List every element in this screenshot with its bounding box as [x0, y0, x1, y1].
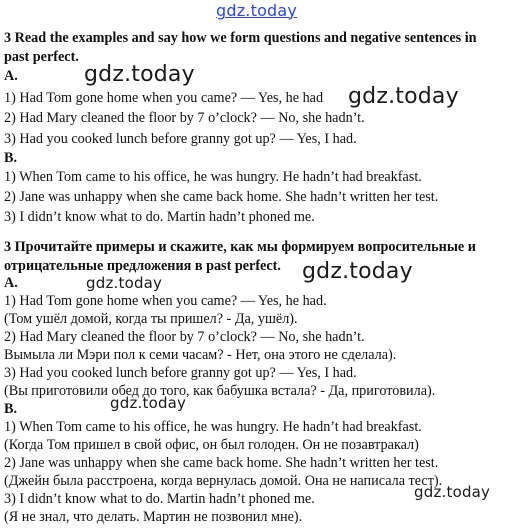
example-a3-translation: (Вы приготовили обед до того, как бабушка встала? - Да, приготовила). [4, 383, 436, 399]
watermark-6: gdz.today [414, 483, 491, 501]
example-b2-translation: (Джейн была расстроена, когда вернулась домой. Она не написала тест). [4, 473, 443, 489]
watermark-5: gdz.today [110, 394, 187, 412]
exercise-title-en: 3 Read the examples and say how we form questions and negative sentences in [4, 30, 477, 46]
exercise-title-en-cont: past perfect. [4, 49, 79, 65]
watermark-3: gdz.today [302, 259, 413, 284]
example-a2-ru: 2) Had Mary cleaned the floor by 7 o’clock? — No, she hadn’t. [4, 329, 365, 345]
example-b1-en: 1) When Tom came to his office, he was hungry. He hadn’t had breakfast. [4, 169, 422, 185]
exercise-title-ru: 3 Прочитайте примеры и скажите, как мы формируем вопросительные и [4, 239, 476, 255]
example-a2-translation: Вымыла ли Мэри пол к семи часам? - Нет, она этого не сделала). [4, 347, 397, 363]
example-b2-ru: 2) Jane was unhappy when she came back home. She hadn’t written her test. [4, 455, 439, 471]
example-a3-ru: 3) Had you cooked lunch before granny got up? — Yes, I had. [4, 365, 357, 381]
example-a3-en: 3) Had you cooked lunch before granny got up? — Yes, I had. [4, 131, 357, 147]
part-b-label-en: B. [4, 150, 18, 166]
part-a-label-ru: A. [4, 275, 18, 291]
example-a1-translation: (Том ушёл домой, когда ты пришел? - Да, ушёл). [4, 311, 298, 327]
watermark-1: gdz.today [84, 62, 195, 87]
exercise-title-ru-cont: отрицательные предложения в past perfect. [4, 258, 281, 274]
example-a2-en: 2) Had Mary cleaned the floor by 7 o’clock? — No, she hadn’t. [4, 110, 365, 126]
part-a-label-en: A. [4, 68, 18, 84]
example-b1-ru: 1) When Tom came to his office, he was hungry. He hadn’t had breakfast. [4, 419, 422, 435]
example-b3-en: 3) I didn’t know what to do. Martin hadn’t phoned me. [4, 209, 315, 225]
example-a1-en: 1) Had Tom gone home when you came? — Yes, he had [4, 90, 324, 106]
example-a1-ru: 1) Had Tom gone home when you came? — Yes, he had. [4, 293, 327, 309]
example-b3-translation: (Я не знал, что делать. Мартин не позвонил мне). [4, 509, 303, 525]
example-b1-translation: (Когда Том пришел в свой офис, он был голоден. Он не позавтракал) [4, 437, 419, 453]
document-page [4, 0, 516, 531]
part-b-label-ru: B. [4, 401, 18, 417]
example-b2-en: 2) Jane was unhappy when she came back home. She hadn’t written her test. [4, 189, 439, 205]
example-b3-ru: 3) I didn’t know what to do. Martin hadn’t phoned me. [4, 491, 315, 507]
watermark-top: gdz.today [216, 1, 298, 20]
watermark-2: gdz.today [348, 84, 459, 109]
watermark-4: gdz.today [86, 274, 163, 292]
